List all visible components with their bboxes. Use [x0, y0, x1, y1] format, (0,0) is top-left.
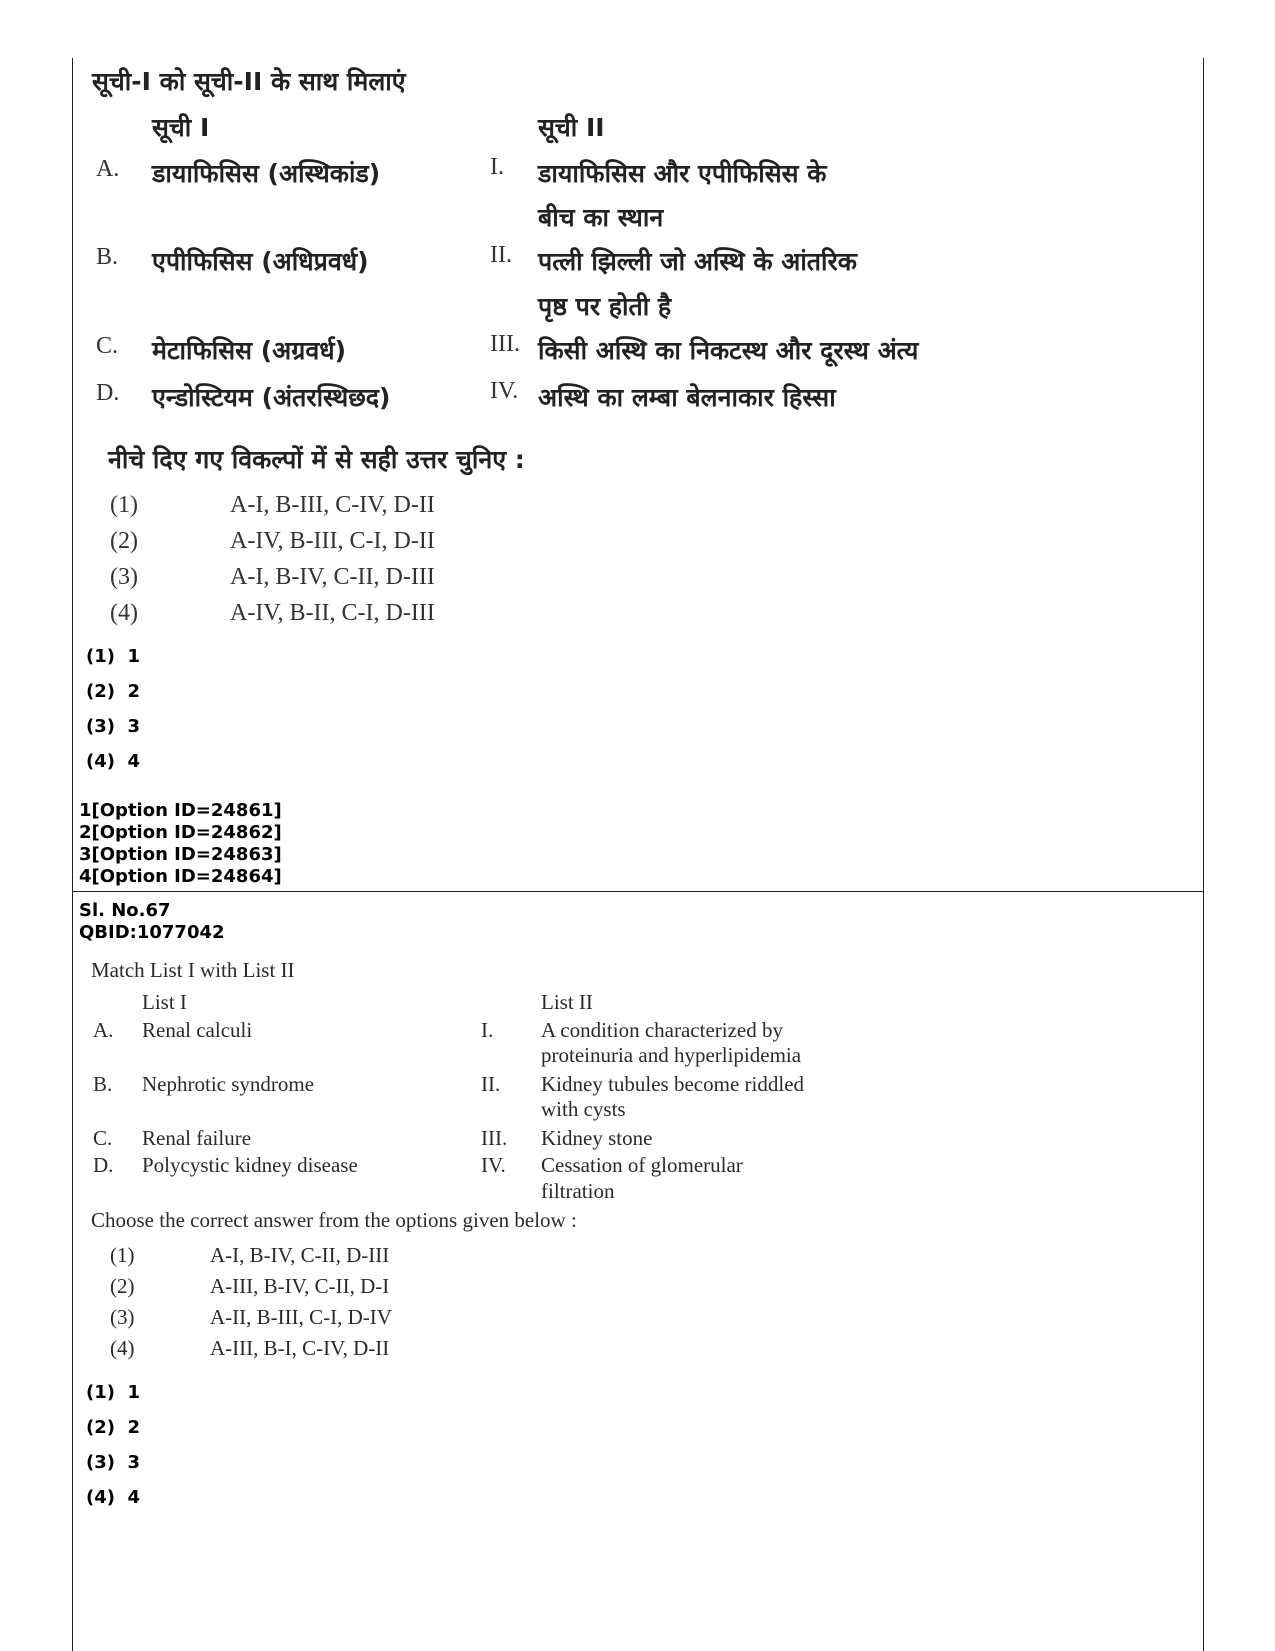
hindi-option-number: (4) [110, 600, 138, 626]
row-match: Kidney tubules become riddled [541, 1072, 805, 1096]
row-item: Polycystic kidney disease [142, 1153, 358, 1177]
hindi-question-title: सूची-I को सूची-II के साथ मिलाएं [92, 67, 406, 96]
option-text: A-I, B-IV, C-II, D-III [210, 1243, 390, 1267]
hindi-row-match: डायाफिसिस और एपीफिसिस के [538, 159, 827, 188]
question-title: Match List I with List II [91, 958, 295, 982]
option-id: 2[Option ID=24862] [79, 822, 282, 843]
row-letter: A. [93, 1018, 114, 1042]
hindi-row-match-cont: बीच का स्थान [538, 203, 664, 232]
row-roman: III. [481, 1126, 508, 1150]
hindi-row-match: अस्थि का लम्बा बेलनाकार हिस्सा [538, 383, 836, 412]
hindi-row-roman: II. [490, 242, 512, 268]
hindi-row-letter: C. [96, 333, 119, 359]
answer-choice[interactable]: (1) 1 [86, 646, 141, 667]
option-text: A-III, B-IV, C-II, D-I [210, 1274, 390, 1298]
row-match: Kidney stone [541, 1126, 653, 1150]
option-number: (3) [110, 1305, 135, 1329]
page-frame-right [1203, 58, 1204, 1651]
question-divider [72, 891, 1203, 892]
option-text: A-III, B-I, C-IV, D-II [210, 1336, 390, 1360]
hindi-list1-header: सूची I [152, 113, 210, 142]
hindi-option-number: (2) [110, 528, 138, 554]
qbid: QBID:1077042 [79, 922, 225, 943]
list2-header: List II [541, 990, 593, 1014]
hindi-option-text: A-I, B-III, C-IV, D-II [230, 492, 435, 518]
hindi-row-roman: I. [490, 154, 504, 180]
list1-header: List I [142, 990, 187, 1014]
row-letter: B. [93, 1072, 113, 1096]
hindi-option-text: A-I, B-IV, C-II, D-III [230, 564, 435, 590]
hindi-row-letter: A. [96, 156, 120, 182]
row-match: A condition characterized by [541, 1018, 783, 1042]
hindi-row-letter: D. [96, 380, 120, 406]
option-id: 4[Option ID=24864] [79, 866, 282, 887]
row-letter: C. [93, 1126, 113, 1150]
hindi-row-roman: III. [490, 331, 520, 357]
row-item: Renal failure [142, 1126, 252, 1150]
row-roman: I. [481, 1018, 494, 1042]
option-number: (4) [110, 1336, 135, 1360]
hindi-row-item: एन्डोस्टियम (अंतरस्थिछद) [152, 383, 391, 412]
hindi-row-match: पत्ली झिल्ली जो अस्थि के आंतरिक [538, 247, 857, 276]
hindi-row-item: डायाफिसिस (अस्थिकांड) [152, 159, 381, 188]
answer-choice[interactable]: (3) 3 [86, 1452, 141, 1473]
hindi-option-number: (3) [110, 564, 138, 590]
page-frame-left [72, 58, 73, 1651]
hindi-row-item: एपीफिसिस (अधिप्रवर्ध) [152, 247, 369, 276]
serial-number: Sl. No.67 [79, 900, 171, 921]
row-match-cont: proteinuria and hyperlipidemia [541, 1043, 802, 1067]
answer-choice[interactable]: (2) 2 [86, 1417, 141, 1438]
hindi-option-text: A-IV, B-II, C-I, D-III [230, 600, 435, 626]
option-number: (2) [110, 1274, 135, 1298]
hindi-instruction: नीचे दिए गए विकल्पों में से सही उत्तर चुनिए : [108, 445, 525, 474]
hindi-row-match-cont: पृष्ठ पर होती है [538, 292, 672, 321]
instruction: Choose the correct answer from the options given below : [91, 1208, 577, 1232]
row-letter: D. [93, 1153, 114, 1177]
answer-choice[interactable]: (4) 4 [86, 751, 141, 772]
hindi-option-number: (1) [110, 492, 138, 518]
hindi-option-text: A-IV, B-III, C-I, D-II [230, 528, 435, 554]
row-match-cont: with cysts [541, 1097, 626, 1121]
option-id: 1[Option ID=24861] [79, 800, 282, 821]
hindi-row-roman: IV. [490, 378, 519, 404]
row-item: Nephrotic syndrome [142, 1072, 315, 1096]
option-text: A-II, B-III, C-I, D-IV [210, 1305, 392, 1329]
answer-choice[interactable]: (1) 1 [86, 1382, 141, 1403]
answer-choice[interactable]: (2) 2 [86, 681, 141, 702]
hindi-row-letter: B. [96, 244, 119, 270]
row-match-cont: filtration [541, 1179, 615, 1203]
row-roman: IV. [481, 1153, 506, 1177]
hindi-row-match: किसी अस्थि का निकटस्थ और दूरस्थ अंत्य [538, 336, 919, 365]
option-id: 3[Option ID=24863] [79, 844, 282, 865]
row-item: Renal calculi [142, 1018, 253, 1042]
row-roman: II. [481, 1072, 501, 1096]
hindi-list2-header: सूची II [538, 113, 605, 142]
option-number: (1) [110, 1243, 135, 1267]
row-match: Cessation of glomerular [541, 1153, 743, 1177]
answer-choice[interactable]: (3) 3 [86, 716, 141, 737]
hindi-row-item: मेटाफिसिस (अग्रवर्ध) [152, 336, 347, 365]
answer-choice[interactable]: (4) 4 [86, 1487, 141, 1508]
